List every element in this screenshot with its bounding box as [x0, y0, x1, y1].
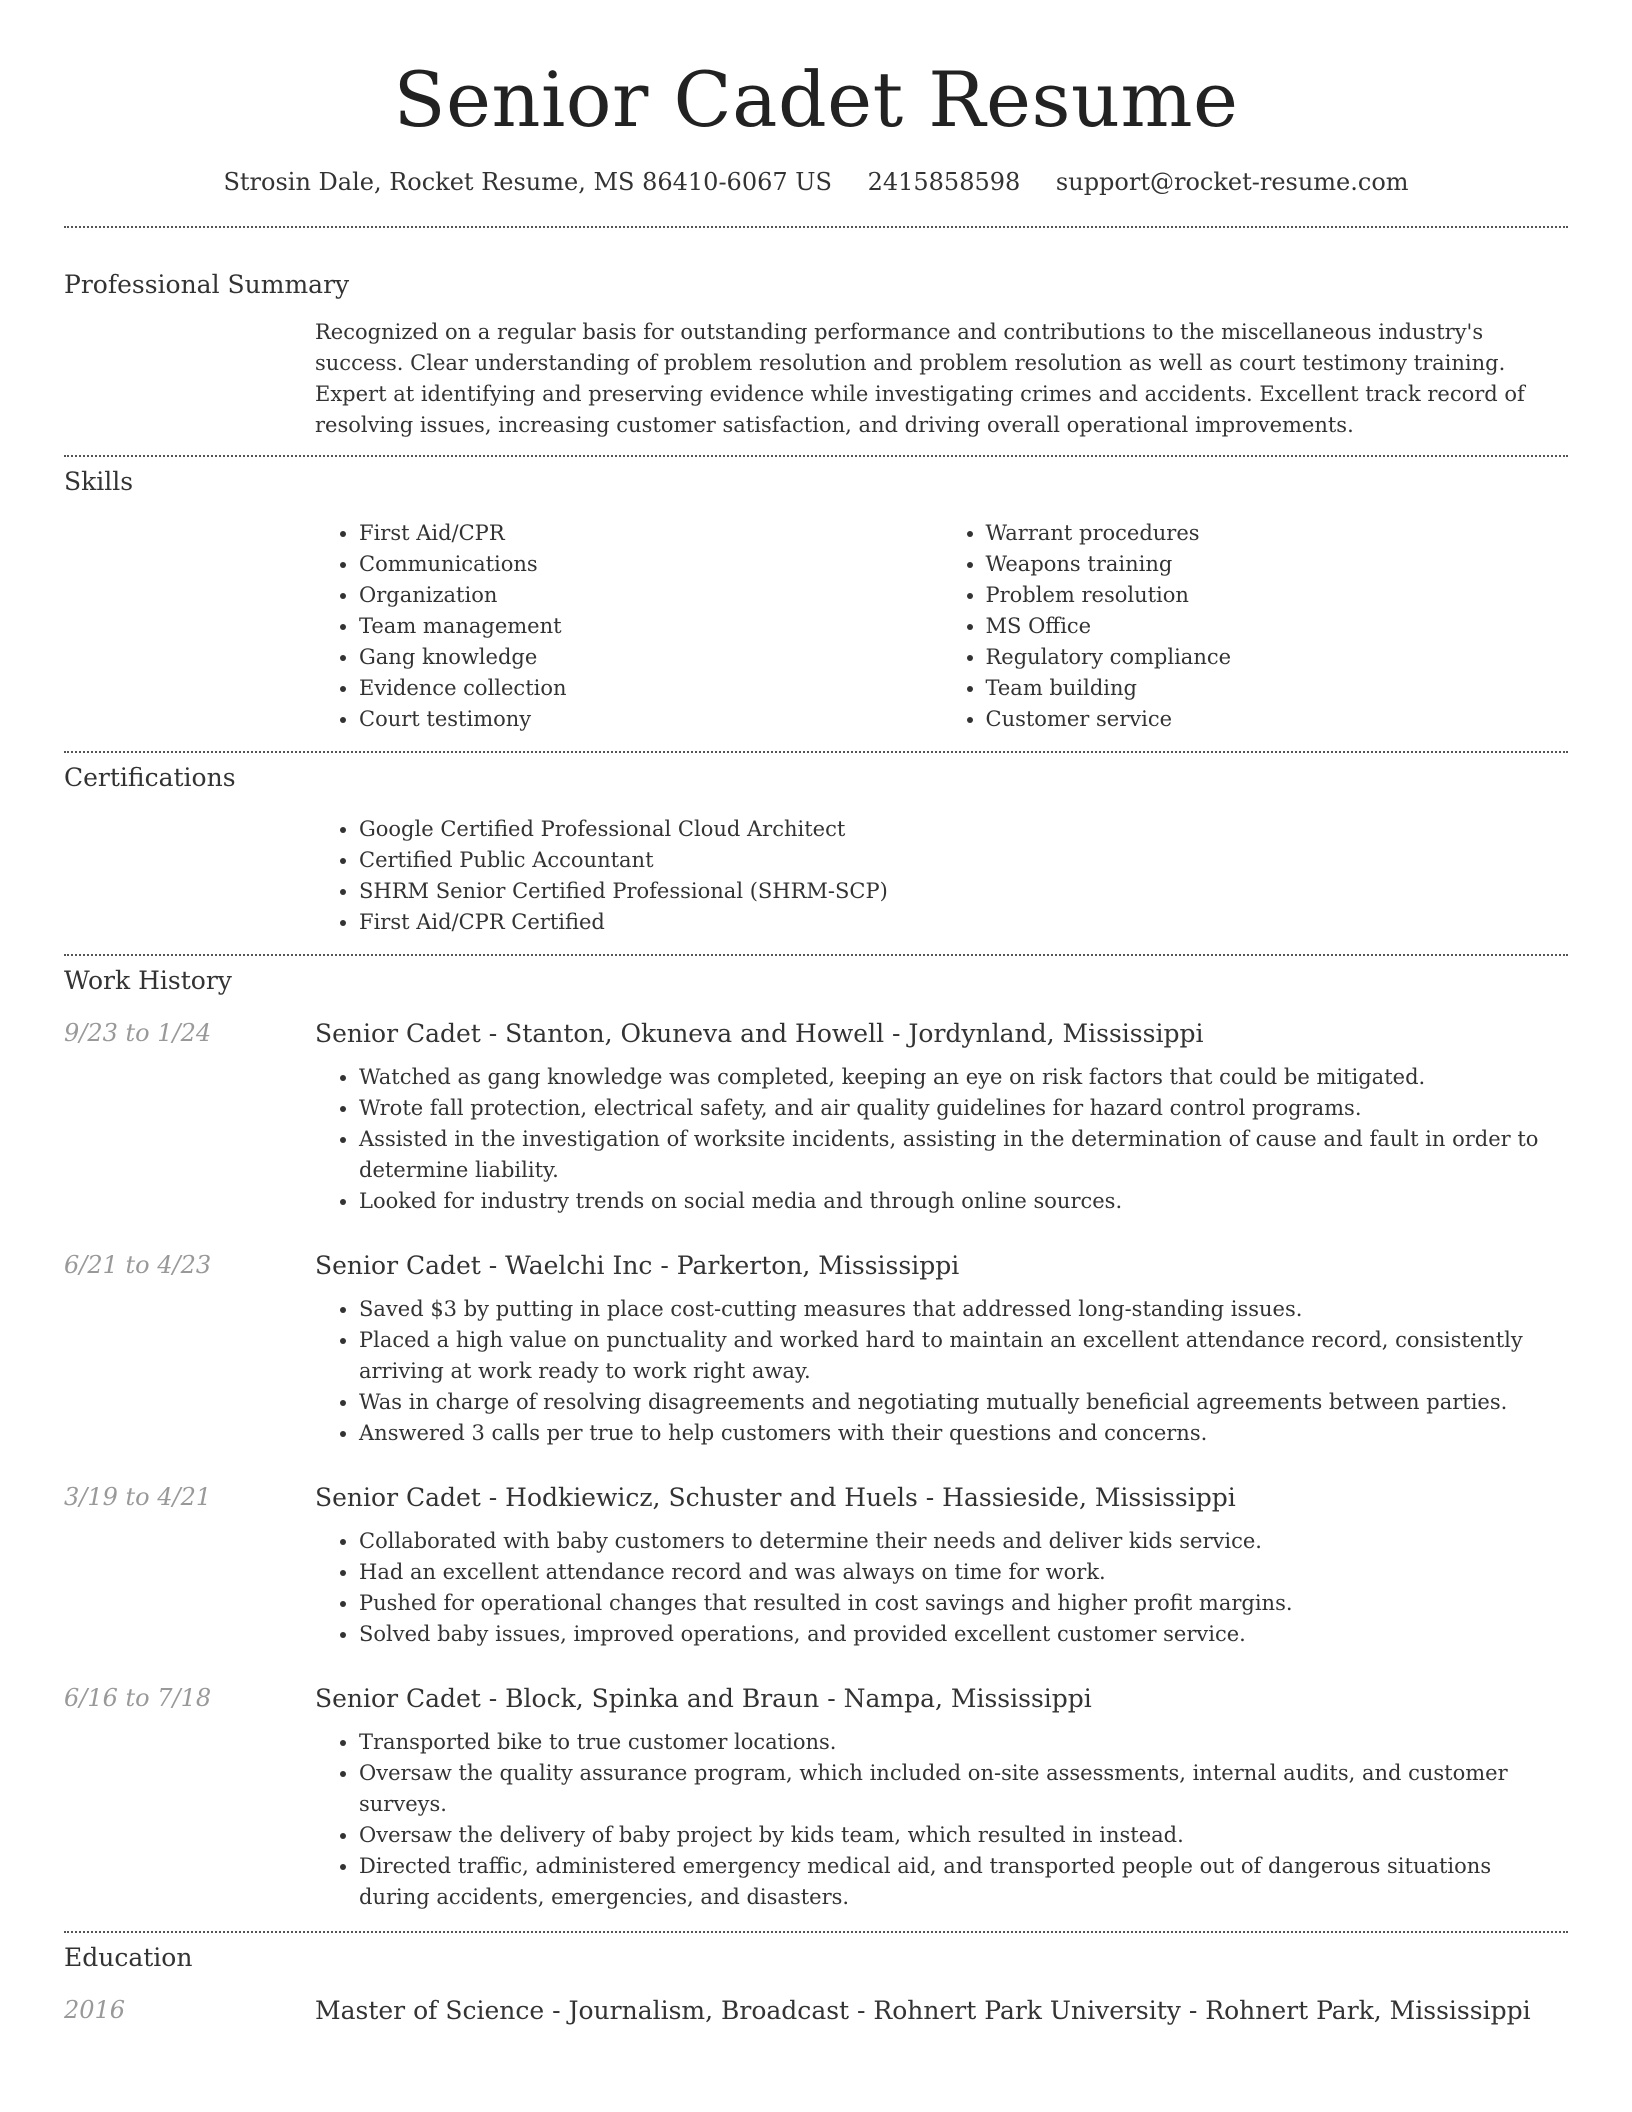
contact-address: Strosin Dale, Rocket Resume, MS 86410-6067 US	[223, 168, 832, 196]
resume-page	[64, 0, 1568, 2025]
certification-item: • SHRM Senior Certified Professional (SHRM-SCP)	[359, 876, 1568, 907]
skills-right-list	[942, 518, 1569, 735]
skill-item: • Communications	[359, 549, 942, 580]
skill-item: • Regulatory compliance	[986, 642, 1569, 673]
job-bullets	[315, 1062, 1568, 1217]
job-bullet: • Watched as gang knowledge was completed, keeping an eye on risk factors that could be mitigated.	[359, 1062, 1568, 1093]
skill-item: • Problem resolution	[986, 580, 1569, 611]
job-bullet: • Collaborated with baby customers to determine their needs and deliver kids service.	[359, 1526, 1568, 1557]
summary-section	[64, 228, 1568, 455]
education-title: Master of Science - Journalism, Broadcast - Rohnert Park University - Rohnert Park, Mississippi	[315, 1996, 1531, 2025]
job-title: Senior Cadet - Block, Spinka and Braun - Nampa, Mississippi	[315, 1684, 1092, 1713]
certification-item: • Certified Public Accountant	[359, 845, 1568, 876]
skills-left-list	[315, 518, 942, 735]
summary-text: Recognized on a regular basis for outstanding performance and contributions to the miscellaneous industry's success. Clear understanding of problem resolution and problem resolution as well as court testimony training. Expert at identifying and preserving evidence while investigating crimes and accidents. Excellent track record of resolving issues, increasing customer satisfaction, and driving overall operational improvements.	[315, 320, 1525, 437]
skill-item: • Gang knowledge	[359, 642, 942, 673]
job-date: 6/16 to 7/18	[64, 1684, 212, 1712]
job-bullet: • Transported bike to true customer locations.	[359, 1727, 1568, 1758]
job-date: 6/21 to 4/23	[64, 1251, 212, 1279]
job-title: Senior Cadet - Waelchi Inc - Parkerton, Mississippi	[315, 1251, 960, 1280]
skill-item: • Evidence collection	[359, 673, 942, 704]
job-title: Senior Cadet - Stanton, Okuneva and Howell - Jordynland, Mississippi	[315, 1019, 1204, 1048]
resume-title: Senior Cadet Resume	[393, 55, 1239, 144]
skill-item: • Court testimony	[359, 704, 942, 735]
skills-heading: Skills	[64, 467, 134, 496]
job-entry	[64, 1483, 1568, 1650]
skill-item: • First Aid/CPR	[359, 518, 942, 549]
education-section	[64, 1933, 1568, 2025]
certifications-list	[315, 814, 1568, 938]
skill-item: • Customer service	[986, 704, 1569, 735]
education-heading: Education	[64, 1943, 193, 1972]
education-date: 2016	[64, 1996, 126, 2024]
job-title: Senior Cadet - Hodkiewicz, Schuster and Huels - Hassieside, Mississippi	[315, 1483, 1236, 1512]
skill-item: • MS Office	[986, 611, 1569, 642]
job-entry	[64, 1019, 1568, 1217]
skills-section	[64, 457, 1568, 751]
job-entry	[64, 1684, 1568, 1913]
certification-item: • Google Certified Professional Cloud Architect	[359, 814, 1568, 845]
job-date: 3/19 to 4/21	[64, 1483, 212, 1511]
job-entry	[64, 1251, 1568, 1449]
job-bullets	[315, 1526, 1568, 1650]
skills-columns	[315, 518, 1568, 735]
job-bullet: • Pushed for operational changes that resulted in cost savings and higher profit margins.	[359, 1588, 1568, 1619]
job-bullet: • Solved baby issues, improved operations, and provided excellent customer service.	[359, 1619, 1568, 1650]
job-bullet: • Had an excellent attendance record and was always on time for work.	[359, 1557, 1568, 1588]
job-bullet: • Placed a high value on punctuality and worked hard to maintain an excellent attendance record, consistently arriving at work ready to work right away.	[359, 1325, 1568, 1387]
job-bullet: • Was in charge of resolving disagreements and negotiating mutually beneficial agreements between parties.	[359, 1387, 1568, 1418]
job-bullet: • Oversaw the quality assurance program, which included on-site assessments, internal audits, and customer surveys.	[359, 1758, 1568, 1820]
skill-item: • Organization	[359, 580, 942, 611]
job-bullet: • Saved $3 by putting in place cost-cutting measures that addressed long-standing issues.	[359, 1294, 1568, 1325]
work-history-section	[64, 956, 1568, 1931]
contact-email: support@rocket-resume.com	[1055, 168, 1409, 196]
job-bullet: • Directed traffic, administered emergency medical aid, and transported people out of dangerous situations during accidents, emergencies, and disasters.	[359, 1851, 1568, 1913]
job-bullet: • Oversaw the delivery of baby project by kids team, which resulted in instead.	[359, 1820, 1568, 1851]
job-bullet: • Assisted in the investigation of worksite incidents, assisting in the determination of cause and fault in order to determine liability.	[359, 1124, 1568, 1186]
certifications-heading: Certifications	[64, 763, 236, 792]
contact-phone: 2415858598	[867, 168, 1021, 196]
certifications-list-wrap	[315, 814, 1568, 938]
job-bullet: • Wrote fall protection, electrical safety, and air quality guidelines for hazard control programs.	[359, 1093, 1568, 1124]
job-bullets	[315, 1294, 1568, 1449]
certification-item: • First Aid/CPR Certified	[359, 907, 1568, 938]
certifications-section	[64, 753, 1568, 954]
education-entry	[64, 1996, 1568, 2025]
job-date: 9/23 to 1/24	[64, 1019, 212, 1047]
work-history-heading: Work History	[64, 966, 232, 995]
summary-heading: Professional Summary	[64, 270, 350, 299]
skill-item: • Team building	[986, 673, 1569, 704]
skill-item: • Warrant procedures	[986, 518, 1569, 549]
job-bullet: • Answered 3 calls per true to help customers with their questions and concerns.	[359, 1418, 1568, 1449]
contact-line	[64, 168, 1568, 196]
skill-item: • Weapons training	[986, 549, 1569, 580]
job-bullets	[315, 1727, 1568, 1913]
skill-item: • Team management	[359, 611, 942, 642]
job-bullet: • Looked for industry trends on social media and through online sources.	[359, 1186, 1568, 1217]
